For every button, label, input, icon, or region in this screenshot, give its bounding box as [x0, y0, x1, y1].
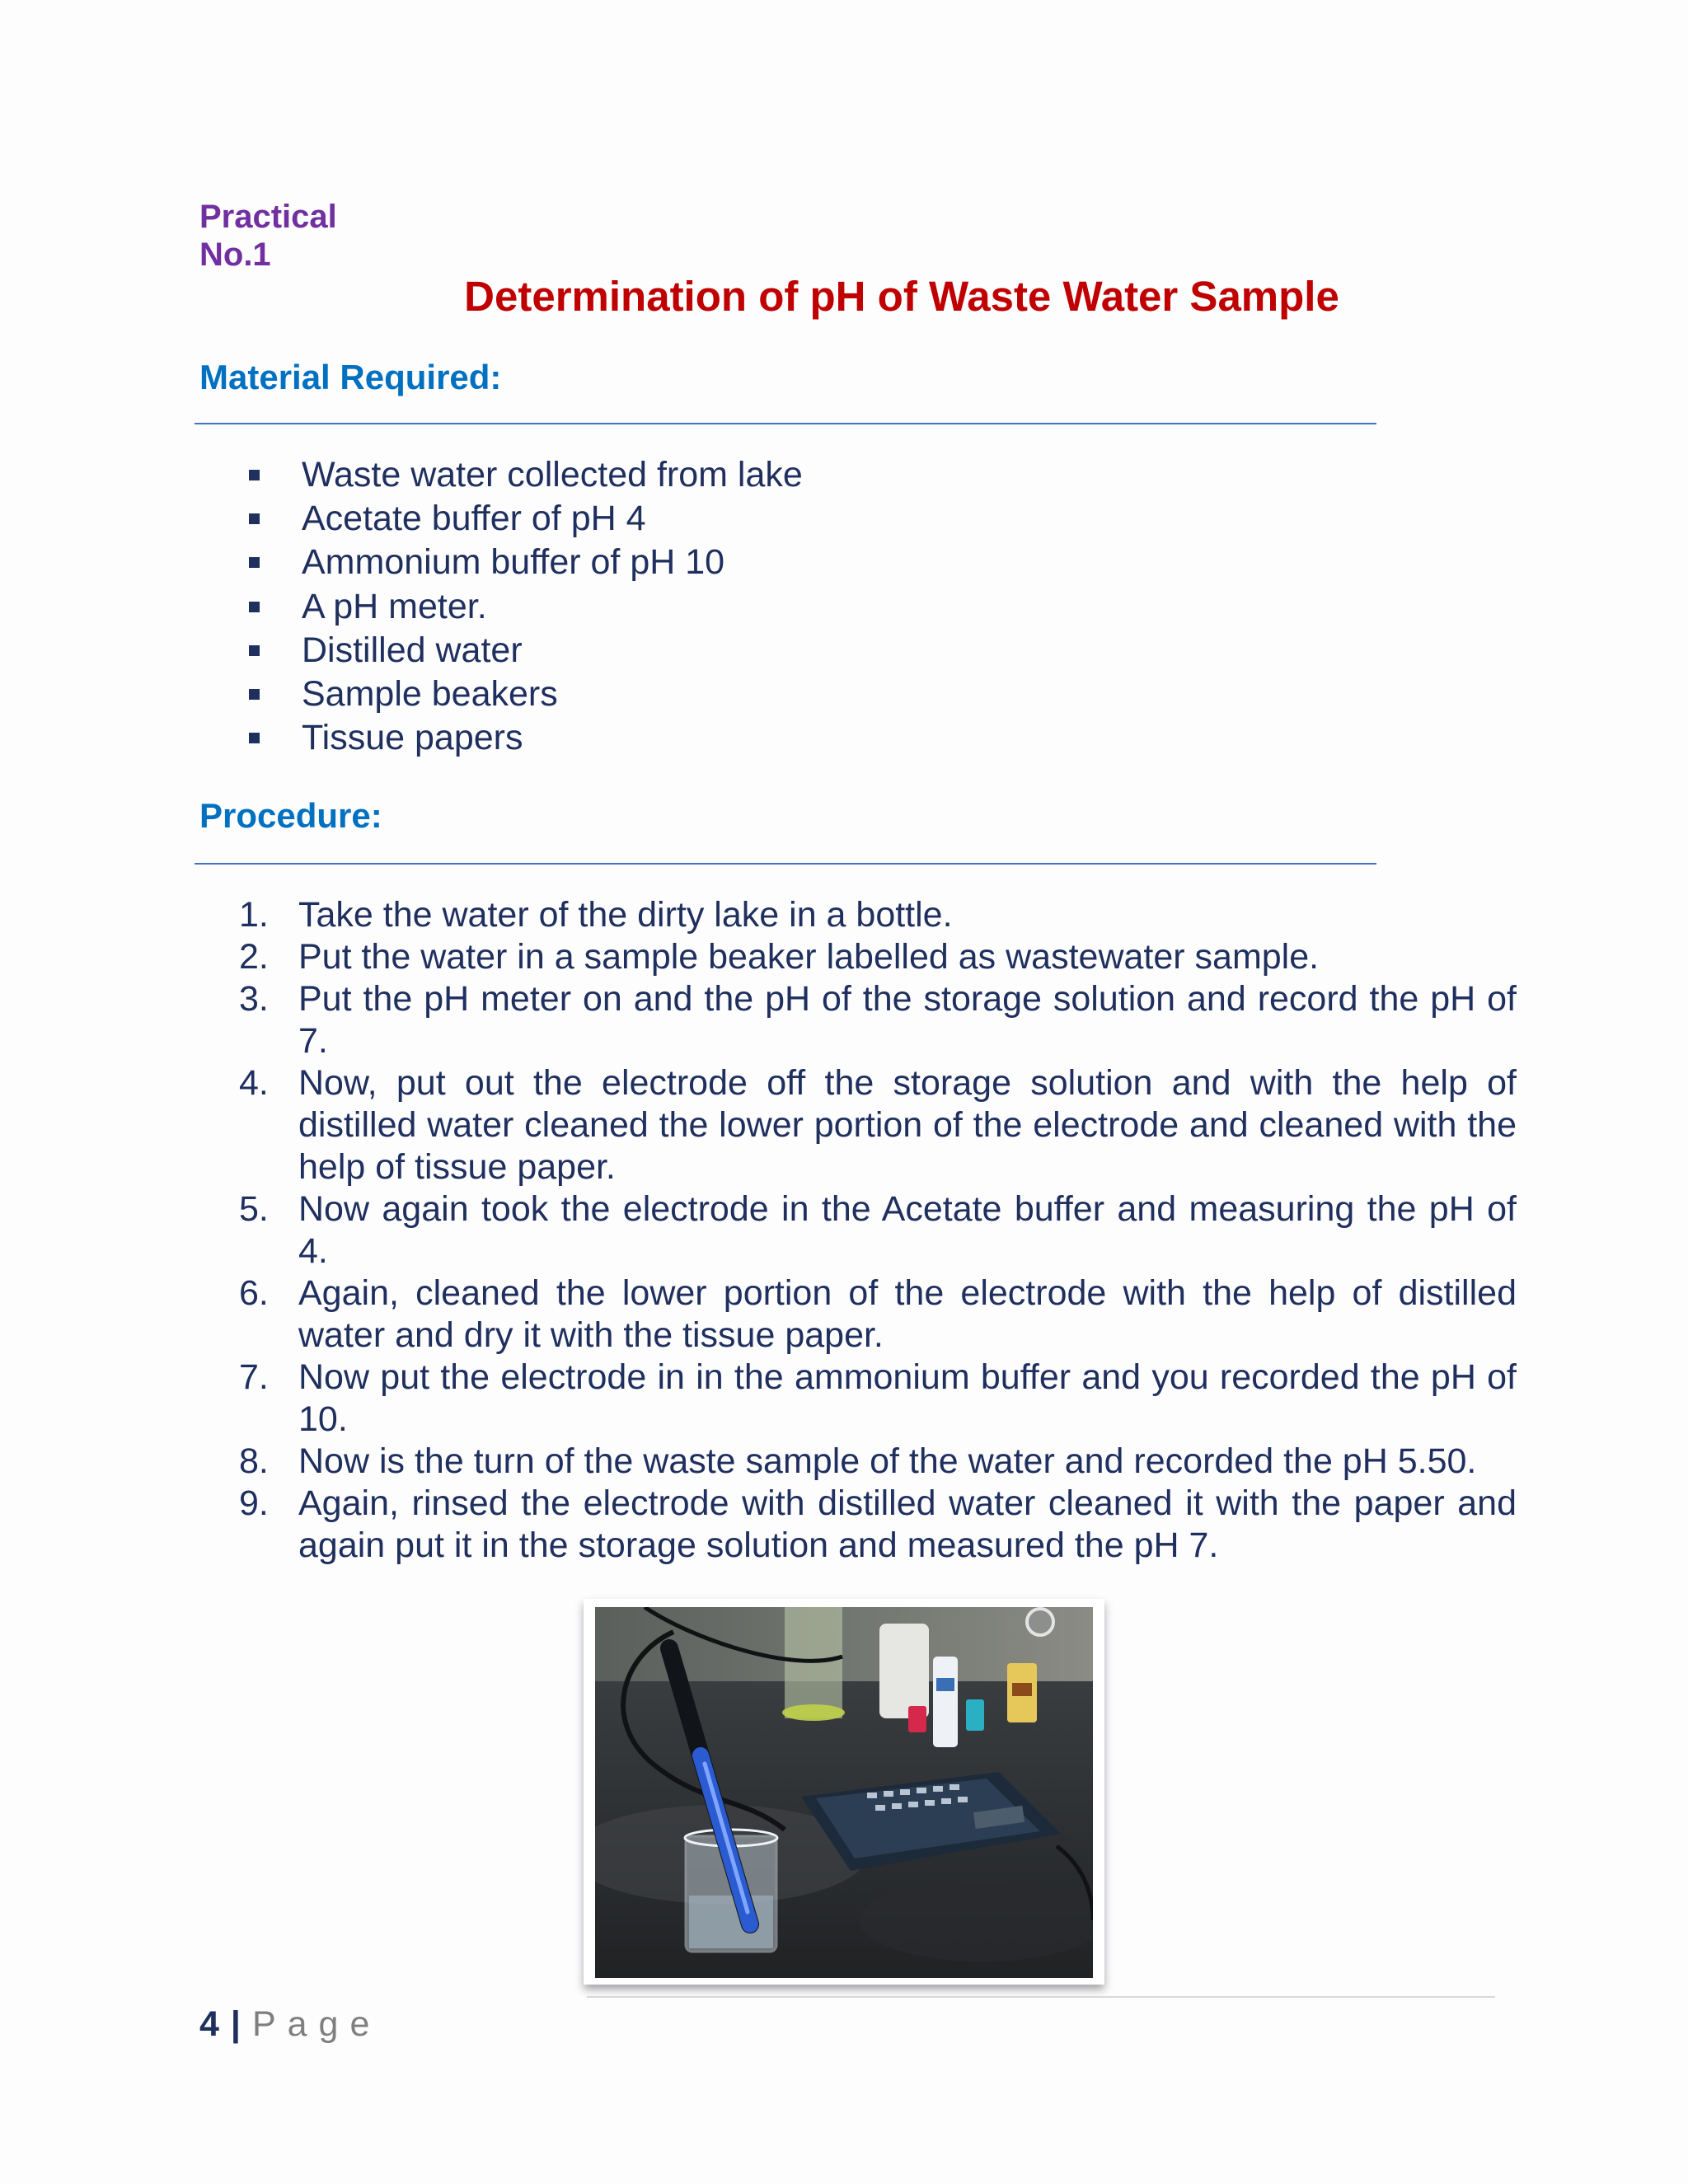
procedure-heading: Procedure:: [199, 796, 382, 835]
procedure-step: [239, 1188, 1517, 1272]
practical-line-1: Practical: [199, 199, 337, 235]
procedure-step: [239, 936, 1517, 978]
materials-divider: [195, 423, 1376, 424]
bullet-icon: [249, 470, 260, 480]
list-item: [249, 497, 803, 541]
materials-list: [249, 453, 803, 760]
step-text: Now put the electrode in in the ammonium buffer and you recorded the pH of 10.: [298, 1357, 1517, 1439]
material-text: Ammonium buffer of pH 10: [302, 542, 725, 583]
material-text: Acetate buffer of pH 4: [302, 499, 646, 539]
list-item: [249, 453, 803, 497]
step-number: 6.: [239, 1273, 269, 1313]
step-number: 9.: [239, 1483, 269, 1523]
material-text: Sample beakers: [302, 674, 558, 715]
step-text: Again, cleaned the lower portion of the electrode with the help of distilled water and dry it with the tissue paper.: [298, 1273, 1517, 1355]
step-number: 5.: [239, 1189, 269, 1229]
procedure-step: [239, 1357, 1517, 1441]
list-item: [249, 629, 803, 673]
page-title: Determination of pH of Waste Water Sample: [464, 273, 1339, 320]
step-text: Now again took the electrode in the Acetate buffer and measuring the pH of 4.: [298, 1189, 1517, 1271]
practical-label: [199, 198, 337, 274]
material-text: Tissue papers: [302, 718, 523, 758]
bullet-icon: [249, 645, 260, 656]
step-number: 3.: [239, 979, 269, 1019]
materials-heading: Material Required:: [199, 358, 502, 396]
bullet-icon: [249, 602, 260, 612]
practical-line-2: No.1: [199, 237, 271, 273]
ph-meter-photo-frame: [584, 1599, 1104, 1985]
footer-separator: |: [230, 2004, 241, 2044]
ph-meter-photo: [595, 1607, 1093, 1978]
page-word: Page: [251, 2004, 382, 2044]
procedure-step: [239, 1441, 1517, 1483]
bullet-icon: [249, 689, 260, 700]
procedure-divider: [195, 863, 1376, 865]
material-text: Distilled water: [302, 630, 523, 670]
step-text: Put the water in a sample beaker labelled as wastewater sample.: [298, 937, 1320, 977]
material-text: A pH meter.: [302, 586, 487, 626]
procedure-step: [239, 978, 1517, 1062]
procedure-step: [239, 1272, 1517, 1357]
footer-divider: [587, 1996, 1495, 1998]
step-text: Now is the turn of the waste sample of the water and recorded the pH 5.50.: [298, 1441, 1477, 1481]
bullet-icon: [249, 733, 260, 743]
procedure-step: [239, 1062, 1517, 1188]
page-footer: [199, 2001, 381, 2047]
step-number: 7.: [239, 1357, 269, 1397]
procedure-step: [239, 1483, 1517, 1567]
step-text: Take the water of the dirty lake in a bottle.: [298, 895, 953, 935]
material-text: Waste water collected from lake: [302, 455, 803, 495]
step-number: 1.: [239, 895, 269, 935]
list-item: [249, 673, 803, 716]
list-item: [249, 585, 803, 629]
procedure-step: [239, 894, 1517, 936]
list-item: [249, 541, 803, 584]
step-number: 8.: [239, 1441, 269, 1481]
step-number: 2.: [239, 937, 269, 977]
step-text: Again, rinsed the electrode with distilled water cleaned it with the paper and again put it in the storage solution and measured the pH 7.: [298, 1483, 1517, 1565]
page-number: 4: [199, 2004, 219, 2044]
ph-meter-illustration: [595, 1607, 1093, 1978]
bullet-icon: [249, 557, 260, 568]
bullet-icon: [249, 513, 260, 524]
step-number: 4.: [239, 1063, 269, 1103]
list-item: [249, 716, 803, 760]
step-text: Put the pH meter on and the pH of the storage solution and record the pH of 7.: [298, 979, 1517, 1061]
step-text: Now, put out the electrode off the storage solution and with the help of distilled water cleaned the lower portion of the electrode and cleaned with the help of tissue paper.: [298, 1063, 1517, 1187]
procedure-list: [239, 894, 1517, 1567]
